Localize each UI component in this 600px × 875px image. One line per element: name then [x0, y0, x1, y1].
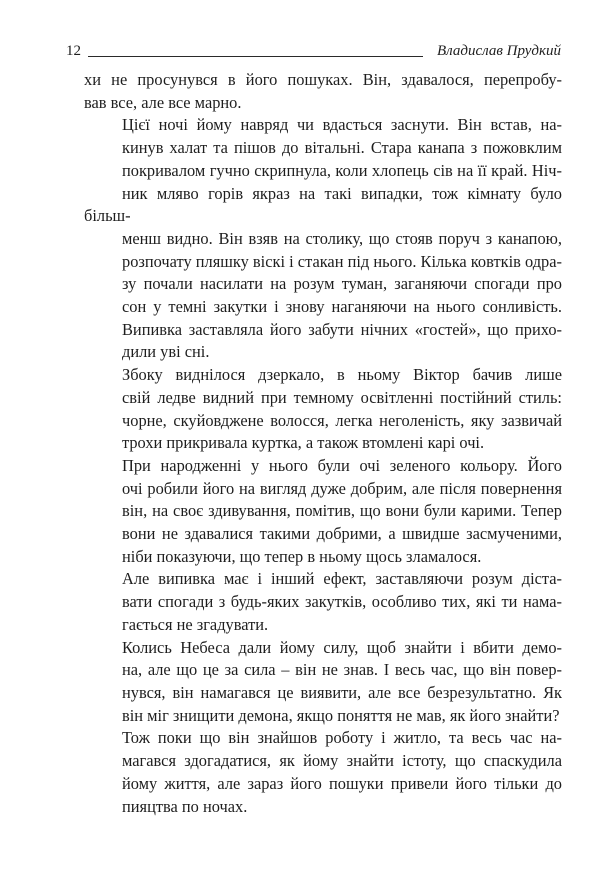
text-line: покривалом гучно скрипнула, коли хлопець сів на її край. Ніч-	[122, 160, 562, 180]
page-number: 12	[66, 43, 81, 59]
text-line: ник мляво горів якраз на такі випадки, тож кімнату було більш-	[84, 183, 562, 226]
header-rule	[88, 56, 423, 57]
body-text	[84, 69, 562, 818]
text-line: Цієї ночі йому навряд чи вдасться заснути. Він встав, на-	[122, 115, 562, 135]
text-line: трохи прикривала куртка, а також втомлені карі очі.	[122, 433, 485, 453]
paragraph	[84, 455, 562, 569]
paragraph	[84, 114, 562, 364]
text-line: вав все, але все марно.	[84, 92, 242, 112]
text-line: він, на своє здивування, помітив, що вони були карими. Тепер	[122, 501, 562, 521]
text-line: очі робили його на вигляд дуже добрим, але після повернення	[122, 478, 562, 498]
text-line: ніби показуючи, що тепер в ньому щось зламалося.	[122, 546, 482, 566]
text-line: дили уві сні.	[122, 342, 210, 362]
running-head-author: Владислав Прудкий	[437, 43, 561, 59]
text-line: йому життя, але зараз його пошуки привели його тільки до	[122, 773, 562, 793]
text-line: розпочату пляшку віскі і стакан під нього. Кілька ковтків одра-	[122, 251, 562, 271]
paragraph	[84, 637, 562, 728]
text-line: При народженні у нього були очі зеленого кольору. Його	[122, 455, 562, 475]
text-line: пияцтва по ночах.	[122, 796, 248, 816]
text-line: він міг знищити демона, якщо поняття не мав, як його знайти?	[122, 705, 560, 725]
text-line: вони не здавалися такими добрими, а швидше засмученими,	[122, 524, 562, 544]
text-line: гається не згадувати.	[122, 614, 269, 634]
text-line: Колись Небеса дали йому силу, щоб знайти і вбити демо-	[122, 637, 562, 657]
text-line: Збоку виднілося дзеркало, в ньому Віктор бачив лише	[122, 365, 562, 385]
paragraph	[84, 69, 562, 114]
text-line: сон у темні закутки і знову наганяючи на нього сонливість.	[122, 297, 562, 317]
text-line: на, але що це за сила – він не знав. І весь час, що він повер-	[122, 660, 562, 680]
text-line: хи не просунувся в його пошуках. Він, здавалося, перепробу-	[84, 70, 562, 89]
text-line: кинув халат та пішов до вітальні. Стара канапа з пожовклим	[122, 138, 562, 158]
page-header	[66, 40, 561, 64]
text-line: менш видно. Він взяв на столику, що стояв поруч з канапою,	[122, 228, 562, 248]
text-line: Тож поки що він знайшов роботу і житло, та весь час на-	[122, 728, 562, 748]
text-line: Але випивка має і інший ефект, заставляючи розум діста-	[122, 569, 562, 589]
text-line: магався здогадатися, як йому знайти істоту, що спаскудила	[122, 751, 562, 771]
text-line: нувся, він намагався це виявити, але все безрезультатно. Як	[122, 682, 562, 702]
paragraph	[84, 727, 562, 818]
text-line: зу почали насилати на розум туман, заганяючи спогади про	[122, 274, 562, 294]
text-line: свій ледве видний при темному освітленні постійний стиль:	[122, 387, 562, 407]
text-line: Випивка заставляла його забути нічних «гостей», що прихо-	[122, 319, 562, 339]
text-line: вати спогади з будь-яких закутків, особливо тих, які ти нама-	[122, 592, 562, 612]
paragraph	[84, 364, 562, 455]
paragraph	[84, 568, 562, 636]
text-line: чорне, скуйовджене волосся, легка неголеність, яку зазвичай	[122, 410, 562, 430]
